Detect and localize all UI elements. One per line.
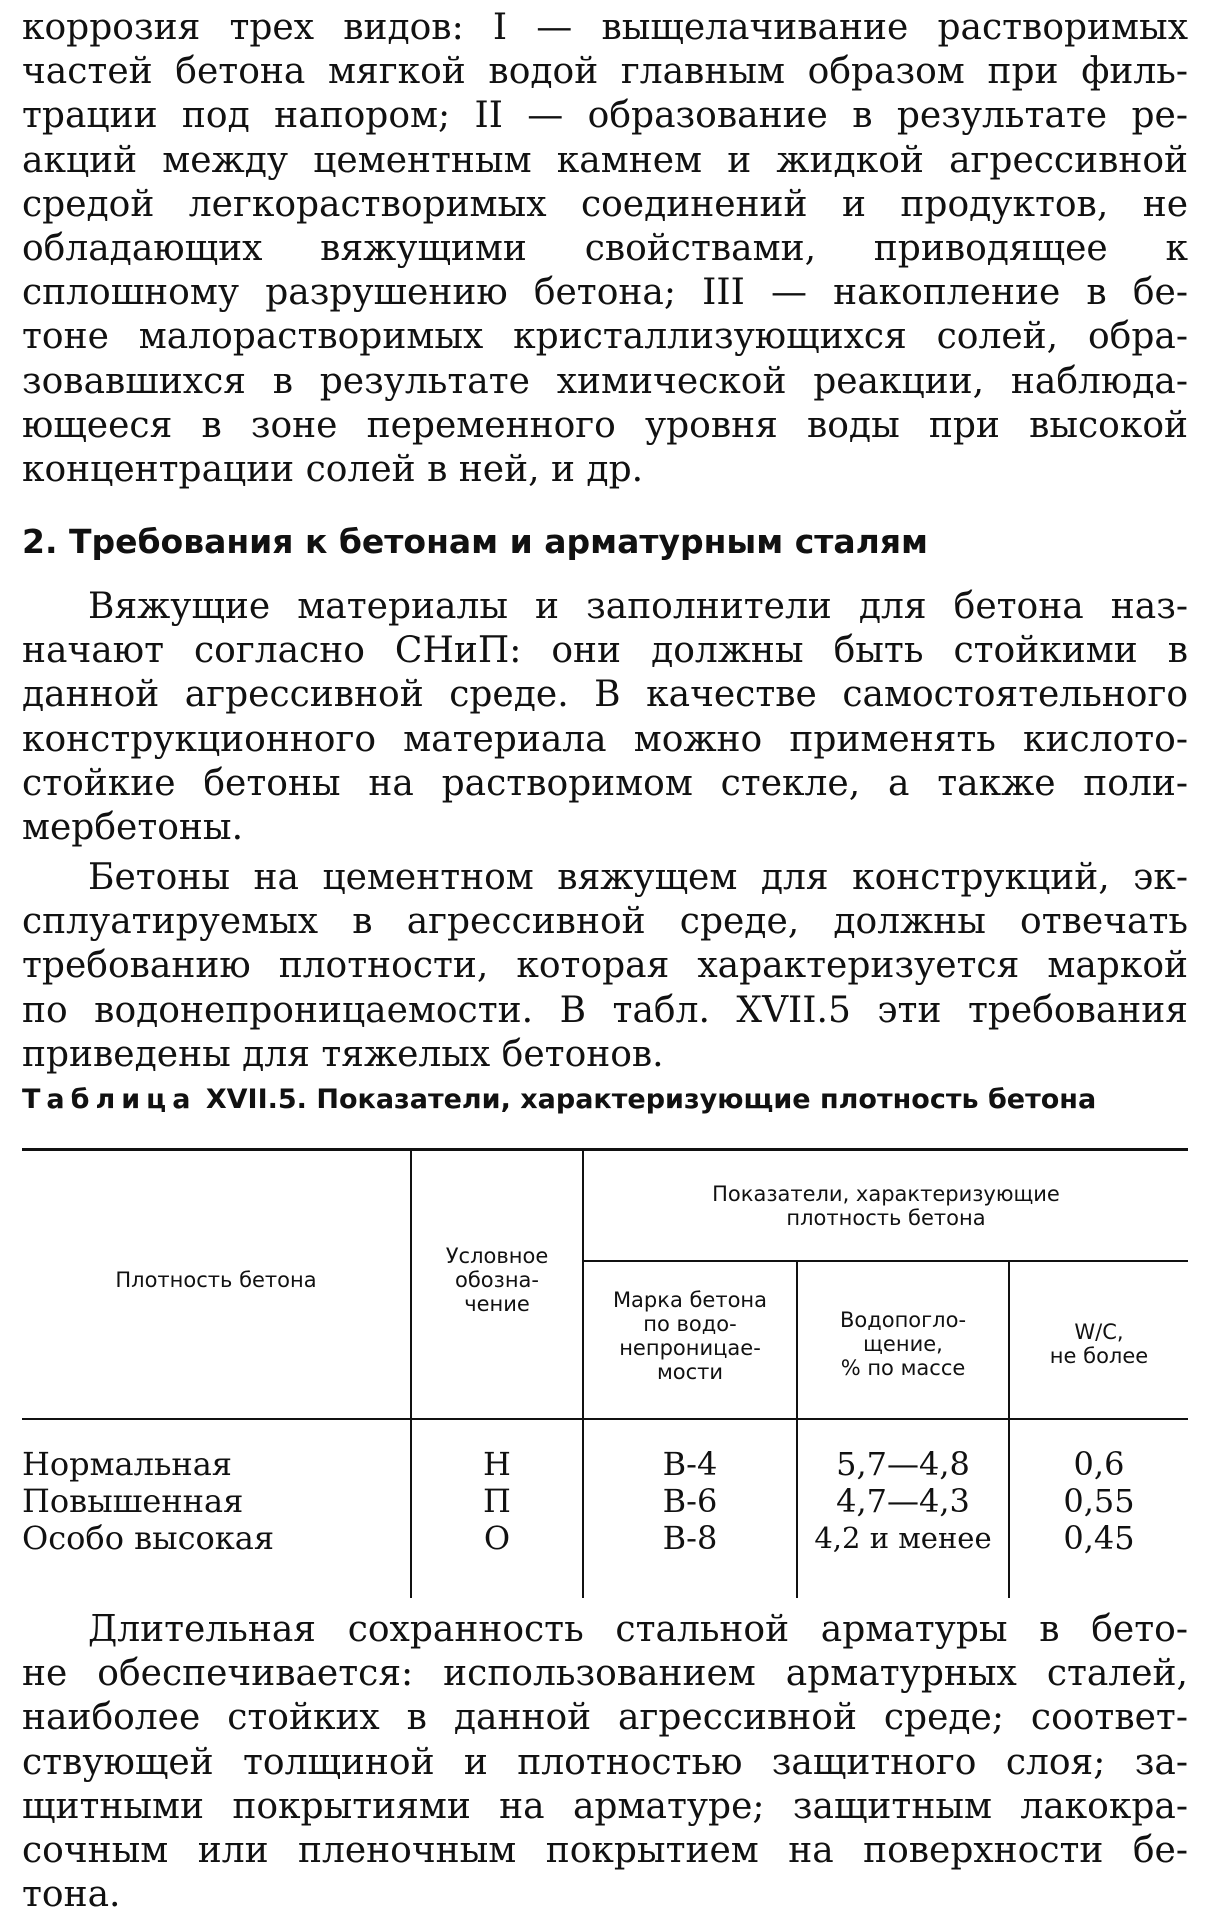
text-line: частей бетона мягкой водой главным образом при филь- [22, 51, 1188, 93]
text-line: приведены для тяжелых бетонов. [22, 1033, 664, 1075]
table-cell: В-6 [662, 1482, 718, 1520]
table-cell: 5,7—4,8 [836, 1445, 970, 1483]
table-cell: Повышенная [22, 1482, 244, 1520]
table-cell: 0,55 [1063, 1482, 1135, 1520]
table-cell: Н [483, 1445, 511, 1483]
text-line: Вяжущие материалы и заполнители для бетона наз- [88, 586, 1188, 627]
header-text: Показатели, характеризующие [712, 1182, 1060, 1206]
text-line: ствующей толщиной и плотностью защитного слоя; за- [22, 1741, 1188, 1783]
header-text: Водопогло- [839, 1308, 967, 1332]
text-line: щитными покрытиями на арматуре; защитным лакокра- [22, 1785, 1188, 1827]
text-line: конструкционного материала можно применять кислото- [22, 718, 1188, 760]
text-line: тоне малорастворимых кристаллизующихся солей, обра- [22, 316, 1188, 358]
header-text: щение, [863, 1332, 943, 1356]
header-text: плотность бетона [786, 1206, 986, 1230]
column-symbol [412, 1446, 582, 1557]
table-cell: 4,2 и менее [814, 1521, 992, 1555]
intro-paragraph [22, 6, 1188, 492]
text-line: зовавшихся в результате химической реакции, наблюда- [22, 360, 1188, 402]
header-text: мости [656, 1360, 724, 1384]
header-absorption [798, 1308, 1008, 1380]
text-line: стойкие бетоны на растворимом стекле, а также поли- [22, 762, 1188, 804]
header-text: Марка бетона [612, 1288, 768, 1312]
table-cell: 4,7—4,3 [836, 1482, 970, 1520]
text-line: наиболее стойких в данной агрессивной среде; соответ- [22, 1697, 1188, 1739]
text-line: данной агрессивной среде. В качестве самостоятельного [22, 674, 1188, 716]
text-line: тона. [22, 1874, 121, 1916]
table-cell: В-8 [662, 1519, 718, 1557]
table-header-rule [22, 1418, 1188, 1420]
text-line: ющееся в зоне переменного уровня воды при высокой [22, 404, 1188, 446]
header-text: непроницае- [619, 1336, 761, 1360]
header-grade [584, 1288, 796, 1384]
text-line: концентрации солей в ней, и др. [22, 449, 644, 491]
header-text: W/C, [1074, 1320, 1124, 1344]
table-caption-number: XVII.5. [205, 1084, 307, 1115]
column-absorption [798, 1446, 1008, 1557]
header-wc [1010, 1320, 1188, 1368]
table-cell: Особо высокая [22, 1519, 275, 1557]
text-line: средой легкорастворимых соединений и продуктов, не [22, 183, 1188, 225]
table-cell: В-4 [662, 1445, 718, 1483]
table-cell: О [483, 1519, 511, 1557]
header-density: Плотность бетона [115, 1268, 317, 1292]
text-line: по водонепроницаемости. В табл. XVII.5 эти требования [22, 989, 1188, 1031]
column-density [22, 1446, 410, 1557]
table-top-rule [22, 1148, 1188, 1151]
text-line: сплуатируемых в агрессивной среде, должны отвечать [22, 901, 1188, 943]
header-group [584, 1182, 1188, 1230]
table-cell: 0,45 [1063, 1519, 1135, 1557]
header-text: % по массе [840, 1356, 966, 1380]
column-grade [584, 1446, 796, 1557]
section-heading: 2. Требования к бетонам и арматурным сталям [22, 522, 929, 561]
header-text: обозна- [455, 1268, 539, 1292]
column-wc [1010, 1446, 1188, 1557]
table-cell: П [483, 1482, 511, 1520]
header-text: не более [1049, 1344, 1149, 1368]
header-text: чение [464, 1292, 530, 1316]
paragraph-density [22, 856, 1188, 1077]
text-line: требованию плотности, которая характеризуется маркой [22, 945, 1188, 987]
table-cell: Нормальная [22, 1445, 232, 1483]
text-line: не обеспечивается: использованием арматурных сталей, [22, 1653, 1188, 1695]
table-caption [22, 1082, 1096, 1118]
text-line: коррозия трех видов: I — выщелачивание растворимых [22, 7, 1188, 48]
paragraph-reinforcement [22, 1608, 1188, 1917]
density-table [22, 1148, 1188, 1600]
text-line: Длительная сохранность стальной арматуры в бето- [88, 1609, 1188, 1650]
header-symbol [412, 1244, 582, 1316]
header-text: Условное [445, 1244, 549, 1268]
table-caption-label: Таблица [22, 1084, 197, 1115]
text-line: Бетоны на цементном вяжущем для конструкций, эк- [88, 857, 1188, 898]
text-line: мербетоны. [22, 807, 244, 849]
text-line: сочным или пленочным покрытием на поверхности бе- [22, 1830, 1188, 1872]
table-group-rule [582, 1260, 1188, 1262]
table-caption-title: Показатели, характеризующие плотность бетона [316, 1084, 1097, 1115]
table-cell: 0,6 [1073, 1445, 1125, 1483]
text-line: обладающих вяжущими свойствами, приводящее к [22, 228, 1188, 270]
text-line: начают согласно СНиП: они должны быть стойкими в [22, 630, 1188, 672]
header-text: по водо- [643, 1312, 737, 1336]
text-line: акций между цементным камнем и жидкой агрессивной [22, 139, 1188, 181]
text-line: трации под напором; II — образование в результате ре- [22, 95, 1188, 137]
text-line: сплошному разрушению бетона; III — накопление в бе- [22, 272, 1188, 314]
paragraph-binders [22, 585, 1188, 850]
